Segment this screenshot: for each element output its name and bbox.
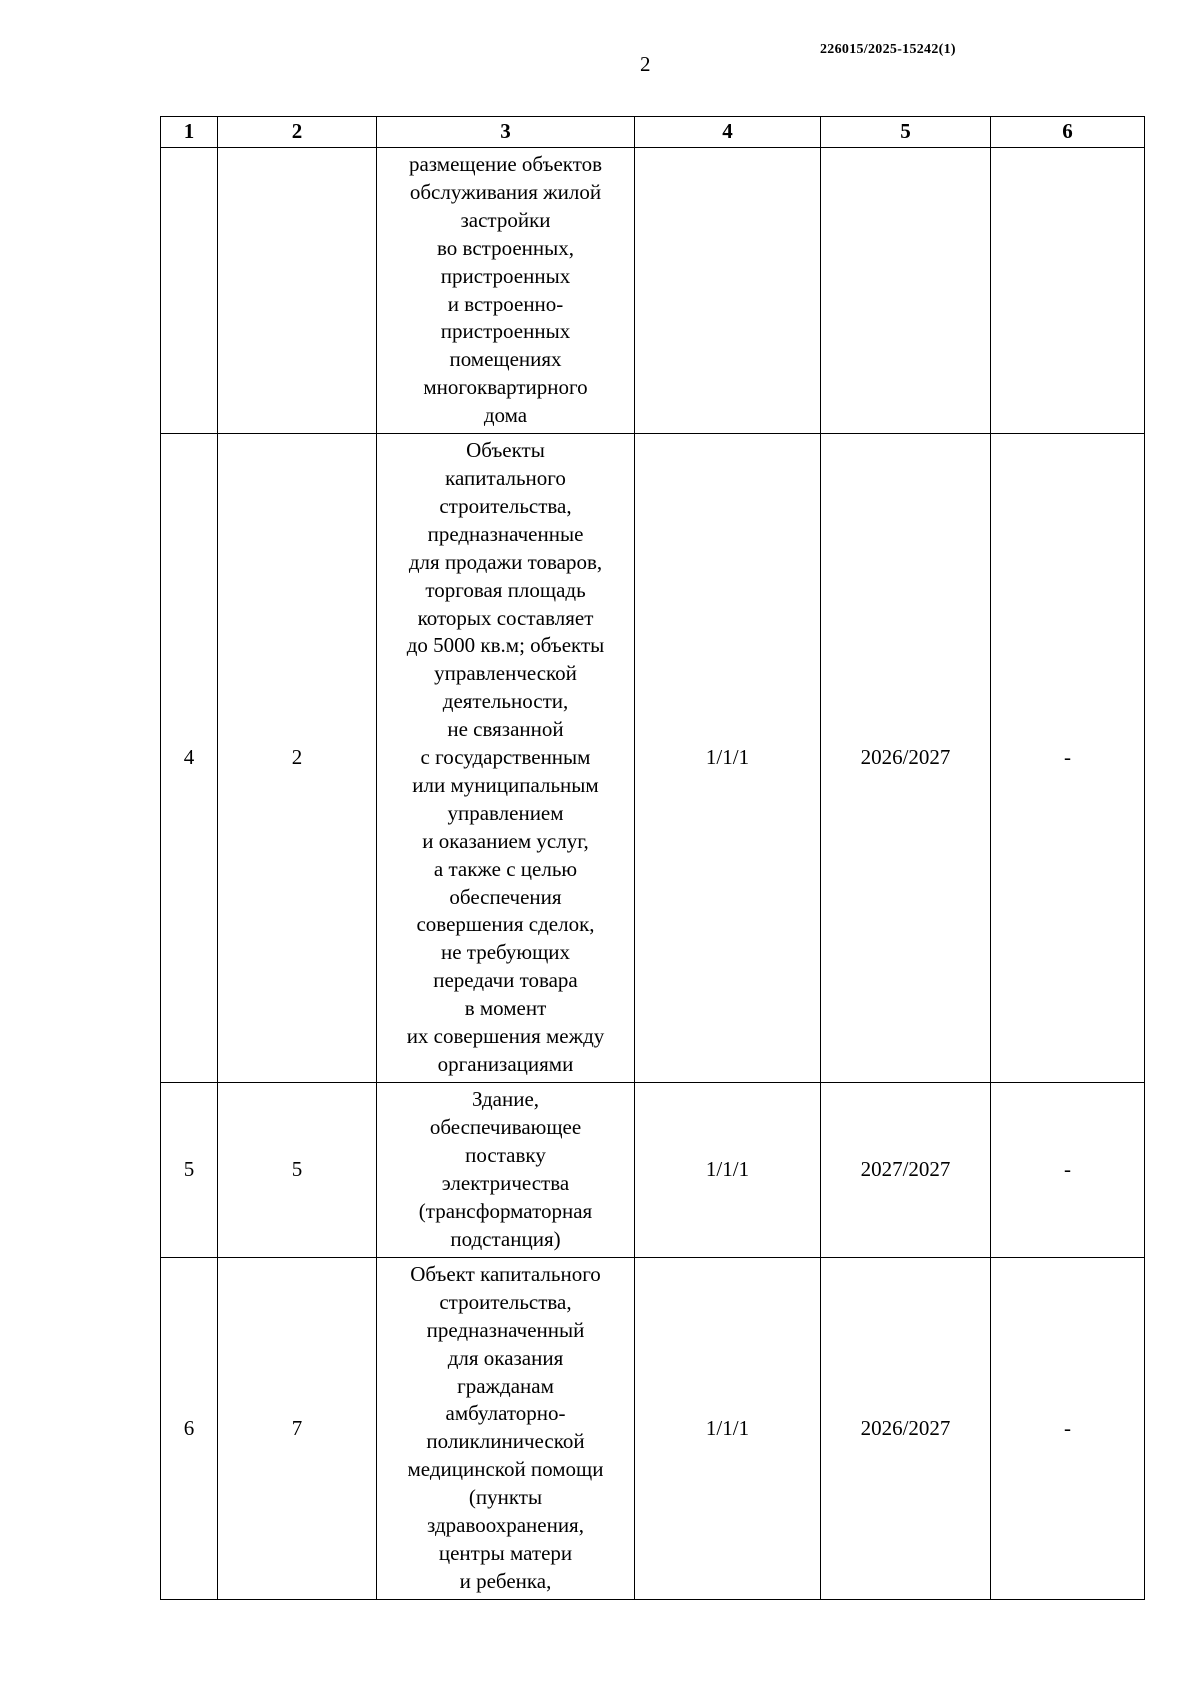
cell-number: 6 [161, 1257, 218, 1599]
description-line: совершения сделок, [416, 912, 595, 937]
description-line: с государственным [420, 745, 591, 770]
description-line: поставку [465, 1143, 546, 1167]
cell-number: 4 [161, 434, 218, 1083]
description-line: их совершения между [406, 1024, 605, 1049]
description-line: не требующих [440, 940, 571, 965]
description-line: центры матери [438, 1540, 573, 1565]
description-line: во встроенных, [437, 235, 574, 260]
description-line: управлением [447, 800, 564, 825]
description-line: предназначенный [426, 1317, 585, 1342]
document-code: 226015/2025-15242(1) [820, 42, 956, 57]
description-line: деятельности, [442, 689, 569, 714]
description-line: пристроенных [440, 319, 571, 344]
description-line: подстанция) [450, 1226, 561, 1251]
cell-years: 2026/2027 [821, 1257, 991, 1599]
description-line: и оказанием услуг, [422, 828, 589, 853]
cell-note: - [991, 1257, 1145, 1599]
column-header: 3 [377, 117, 635, 148]
cell-count: 1/1/1 [635, 1082, 821, 1257]
description-line: управленческой [434, 661, 577, 686]
description-line: для оказания [447, 1345, 564, 1370]
description-line: для продажи товаров, [408, 549, 603, 574]
cell-code: 2 [218, 434, 377, 1083]
description-line: организациями [437, 1052, 574, 1076]
table-row [161, 1257, 1145, 1599]
column-header: 5 [821, 117, 991, 148]
description-line: и встроенно- [447, 291, 564, 316]
description-line: здравоохранения, [427, 1513, 584, 1538]
description-line: Объекты [466, 438, 545, 463]
description-line: Объект капитального [410, 1261, 601, 1286]
description-line: или муниципальным [412, 772, 599, 797]
cell-description [377, 434, 635, 1083]
cell-count: 1/1/1 [635, 434, 821, 1083]
description-line: Здание, [471, 1087, 540, 1112]
column-header: 4 [635, 117, 821, 148]
cell-number: 5 [161, 1082, 218, 1257]
description-line: а также с целью [433, 856, 578, 881]
cell-description [377, 1082, 635, 1257]
description-line: обслуживания жилой [409, 179, 602, 204]
table-row [161, 434, 1145, 1083]
description-line: строительства, [439, 493, 572, 518]
objects-table [160, 116, 1145, 1600]
cell-code: 5 [218, 1082, 377, 1257]
description-line: амбулаторно- [445, 1401, 566, 1426]
description-line: не связанной [447, 717, 564, 742]
description-line: застройки [460, 207, 551, 232]
table-row [161, 148, 1145, 434]
cell-count: 1/1/1 [635, 1257, 821, 1599]
description-line: строительства, [439, 1289, 572, 1314]
description-line: (пункты [468, 1485, 543, 1510]
page-number: 2 [640, 52, 651, 76]
cell-years: 2026/2027 [821, 434, 991, 1083]
description-line: торговая площадь [425, 577, 586, 602]
description-line: размещение объектов [408, 152, 603, 176]
cell-description [377, 1257, 635, 1599]
description-line: капитального [445, 465, 566, 490]
description-line: поликлинической [426, 1429, 585, 1454]
description-line: дома [483, 403, 528, 428]
column-header: 2 [218, 117, 377, 148]
cell-years [821, 148, 991, 434]
description-line: которых составляет [417, 605, 594, 630]
cell-years: 2027/2027 [821, 1082, 991, 1257]
table-header-row [161, 117, 1145, 148]
cell-count [635, 148, 821, 434]
description-line: обеспечивающее [429, 1115, 582, 1140]
description-line: и ребенка, [459, 1568, 552, 1593]
description-line: электричества [441, 1170, 570, 1195]
description-line: многоквартирного [423, 375, 588, 400]
description-line: обеспечения [449, 884, 562, 909]
cell-code [218, 148, 377, 434]
description-line: предназначенные [427, 521, 584, 546]
cell-note [991, 148, 1145, 434]
cell-note: - [991, 1082, 1145, 1257]
description-line: медицинской помощи [407, 1457, 604, 1482]
cell-code: 7 [218, 1257, 377, 1599]
column-header: 6 [991, 117, 1145, 148]
column-header: 1 [161, 117, 218, 148]
description-line: помещениях [449, 347, 562, 372]
cell-description [377, 148, 635, 434]
description-line: (трансформаторная [418, 1198, 593, 1223]
description-line: передачи товара [433, 968, 578, 993]
cell-note: - [991, 434, 1145, 1083]
table-row [161, 1082, 1145, 1257]
cell-number [161, 148, 218, 434]
description-line: гражданам [457, 1373, 554, 1398]
description-line: в момент [464, 996, 547, 1021]
description-line: пристроенных [440, 263, 571, 288]
description-line: до 5000 кв.м; объекты [406, 633, 605, 658]
